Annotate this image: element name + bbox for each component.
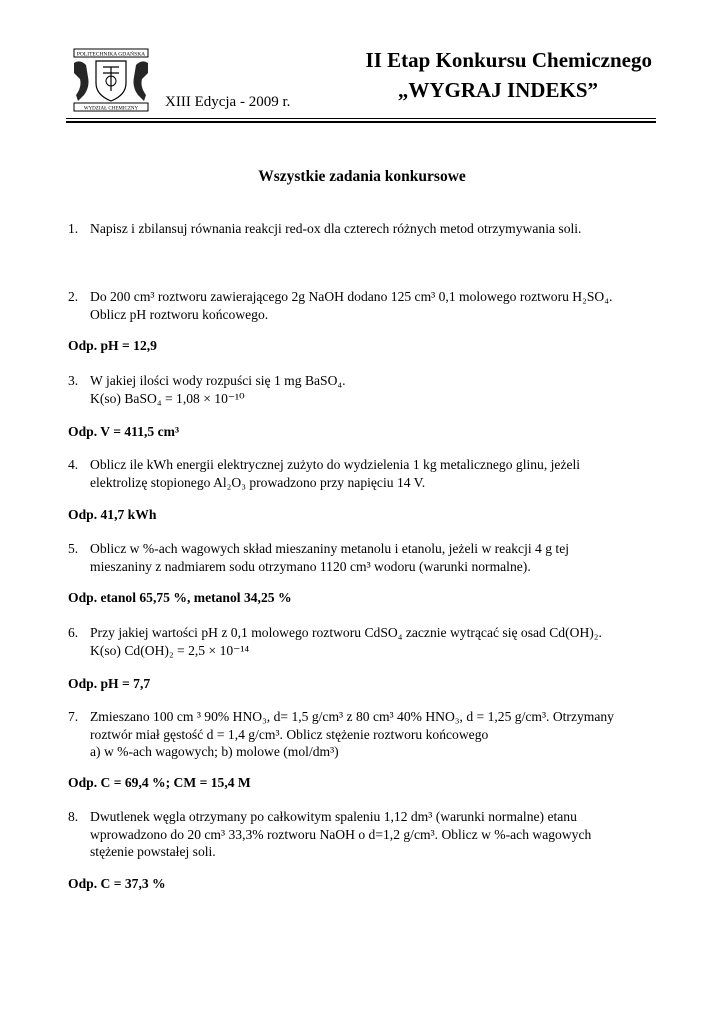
task-8 xyxy=(68,808,656,861)
task-2 xyxy=(68,288,656,323)
task-text: Dwutlenek węgla otrzymany po całkowitym spaleniu 1,12 dm³ (warunki normalne) etanu xyxy=(90,809,577,824)
task-text: elektrolizę stopionego Al₂O₃ prowadzono przy napięciu 14 V. xyxy=(90,474,426,490)
task-text: Do 200 cm³ roztworu zawierającego 2g NaOH dodano 125 cm³ 0,1 molowego roztworu H₂SO₄. xyxy=(90,289,613,304)
task-text: Oblicz w %-ach wagowych skład mieszaniny metanolu i etanolu, jeżeli w reakcji 4 g tej xyxy=(90,541,570,556)
task-text: Przy jakiej wartości pH z 0,1 molowego roztworu CdSO₄ zacznie wytrącać się osad Cd(OH)₂. xyxy=(90,625,602,640)
university-crest-logo xyxy=(66,43,156,113)
task-answer: Odp. C = 37,3 % xyxy=(68,876,166,891)
task-text: mieszaniny z nadmiarem sodu otrzymano 1120 cm³ wodoru (warunki normalne). xyxy=(90,558,531,574)
task-number: 8. xyxy=(68,809,79,824)
task-answer: Odp. etanol 65,75 %, metanol 34,25 % xyxy=(68,590,292,605)
task-number: 6. xyxy=(68,625,79,640)
task-1 xyxy=(68,220,656,238)
task-text: a) w %-ach wagowych; b) molowe (mol/dm³) xyxy=(90,744,339,759)
task-answer: Odp. pH = 12,9 xyxy=(68,338,157,353)
task-number: 2. xyxy=(68,289,79,304)
task-number: 1. xyxy=(68,221,79,236)
task-text: wprowadzono do 20 cm³ 33,3% roztworu NaOH o d=1,2 g/cm³. Oblicz w %-ach wagowych xyxy=(90,826,592,842)
task-4 xyxy=(68,456,656,491)
task-text: stężenie powstałej soli. xyxy=(90,844,216,859)
task-number: 3. xyxy=(68,373,79,388)
task-text: Oblicz pH roztworu końcowego. xyxy=(90,306,269,322)
page-header xyxy=(66,38,656,120)
task-text: roztwór miał gęstość d = 1,4 g/cm³. Oblicz stężenie roztworu końcowego xyxy=(90,726,489,742)
task-text: W jakiej ilości wody rozpuści się 1 mg BaSO₄. xyxy=(90,373,346,388)
task-answer: Odp. V = 411,5 cm³ xyxy=(68,424,180,439)
contest-subtitle: „WYGRAJ INDEKS” xyxy=(397,78,598,102)
task-number: 7. xyxy=(68,709,79,724)
edition-label: XIII Edycja - 2009 r. xyxy=(165,94,291,110)
svg-text:WYDZIAŁ CHEMICZNY: WYDZIAŁ CHEMICZNY xyxy=(83,106,139,112)
task-answer: Odp. pH = 7,7 xyxy=(68,676,151,691)
svg-text:POLITECHNIKA GDAŃSKA: POLITECHNIKA GDAŃSKA xyxy=(76,51,146,58)
task-6 xyxy=(68,624,656,659)
header-divider-thick xyxy=(66,121,656,123)
task-answer: Odp. 41,7 kWh xyxy=(68,507,157,522)
header-divider xyxy=(66,118,656,119)
task-text: Oblicz ile kWh energii elektrycznej zużyto do wydzielenia 1 kg metalicznego glinu, jeżeli xyxy=(90,457,581,472)
task-text: Zmieszano 100 cm ³ 90% HNO₃, d= 1,5 g/cm³ z 80 cm³ 40% HNO₃, d = 1,25 g/cm³. Otrzymany xyxy=(90,709,614,724)
task-3 xyxy=(68,372,656,407)
task-7 xyxy=(68,708,656,761)
page-heading: Wszystkie zadania konkursowe xyxy=(258,168,466,185)
task-number: 5. xyxy=(68,541,79,556)
task-answer: Odp. C = 69,4 %; CM = 15,4 M xyxy=(68,775,251,790)
task-number: 4. xyxy=(68,457,79,472)
task-5 xyxy=(68,540,656,575)
task-text: K(so) Cd(OH)₂ = 2,5 × 10⁻¹⁴ xyxy=(90,642,250,658)
task-text: K(so) BaSO₄ = 1,08 × 10⁻¹⁰ xyxy=(90,390,245,406)
contest-title: II Etap Konkursu Chemicznego xyxy=(365,48,652,72)
task-text: Napisz i zbilansuj równania reakcji red-ox dla czterech różnych metod otrzymywania soli. xyxy=(90,221,582,236)
